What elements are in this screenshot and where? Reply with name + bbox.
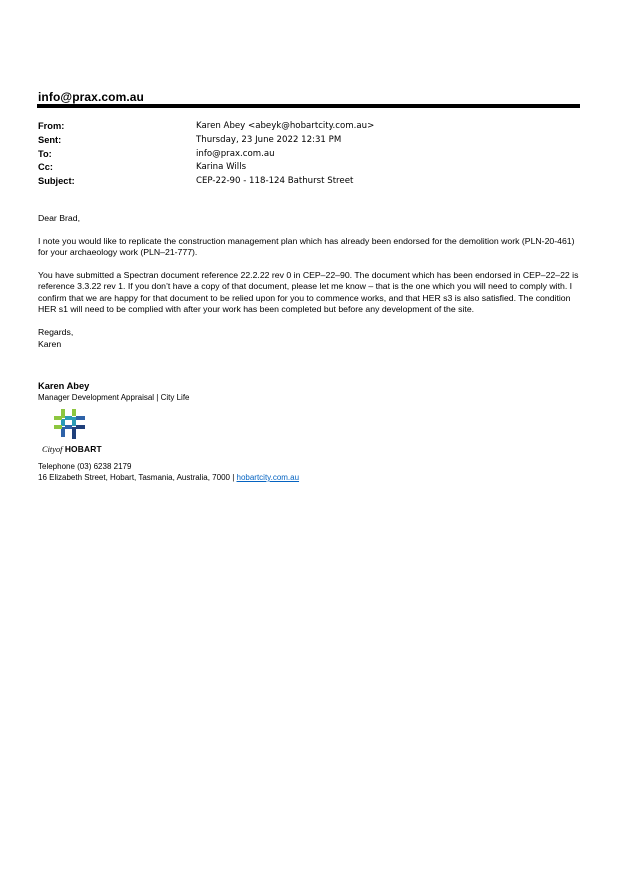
header-value: Karina Wills <box>196 162 247 173</box>
header-cc <box>38 161 578 175</box>
header-value: CEP-22-90 - 118-124 Bathurst Street <box>196 176 354 187</box>
logo-bar <box>65 425 72 429</box>
mailbox-address: info@prax.com.au <box>38 90 144 104</box>
logo-bar <box>72 409 76 416</box>
body-paragraph: I note you would like to replicate the construction management plan which has already been endorsed for the demolition work (PLN-20-461) for your archaeology work (PLN–21-777). <box>38 235 575 258</box>
logo-bar <box>54 425 62 429</box>
header-sent <box>38 134 578 148</box>
address-line <box>38 472 299 483</box>
email-body <box>38 213 583 350</box>
header-value: Thursday, 23 June 2022 12:31 PM <box>196 134 342 145</box>
address: 16 Elizabeth Street, Hobart, Tasmania, Australia, 7000 | <box>38 473 237 482</box>
website-link[interactable]: hobartcity.com.au <box>236 473 300 482</box>
logo-wordmark <box>42 444 102 454</box>
greeting: Dear Brad, <box>38 213 81 223</box>
header-label: From: <box>38 121 65 131</box>
logo-bar <box>72 417 76 426</box>
logo-hobart: HOBART <box>64 444 102 454</box>
telephone: Telephone (03) 6238 2179 <box>38 462 132 471</box>
closing-name: Karen <box>38 338 62 349</box>
signature-name: Karen Abey <box>38 381 90 391</box>
header-from <box>38 120 578 134</box>
logo-bar <box>76 425 85 429</box>
logo-bar <box>65 416 72 420</box>
logo-city: City <box>42 445 56 454</box>
signature-title: Manager Development Appraisal | City Life <box>38 393 190 402</box>
header-to <box>38 148 578 162</box>
header-subject <box>38 175 578 189</box>
body-paragraph: You have submitted a Spectran document reference 22.2.22 rev 0 in CEP–22–90. The document which has been endorsed in CEP–22–22 is reference 3.3.22 rev 1. If you don’t have a copy of that document, please let me know – that is the one which you will need to comply with. I confirm that we are happy for that document to be relied upon for you to commence works, and that HER s3 is also satisfied. The condition HER s1 will need to be complied with after your work has been completed but before any development of the site. <box>38 269 579 315</box>
header-label: Subject: <box>38 176 75 187</box>
header-label: Sent: <box>38 134 62 145</box>
logo-bar <box>54 416 62 420</box>
email-headers <box>38 120 578 189</box>
header-label: To: <box>38 148 52 159</box>
logo-bar <box>61 419 65 426</box>
header-label: Cc: <box>38 162 53 173</box>
header-rule <box>37 104 580 108</box>
header-value: Karen Abey <abeyk@hobartcity.com.au> <box>196 121 375 131</box>
header-value: info@prax.com.au <box>196 148 275 159</box>
logo-bar <box>72 427 76 439</box>
logo-of: of <box>55 445 63 454</box>
closing: Regards, <box>38 327 74 338</box>
signature-block <box>38 380 438 403</box>
logo-bar <box>76 416 85 420</box>
contact-details <box>38 461 299 483</box>
